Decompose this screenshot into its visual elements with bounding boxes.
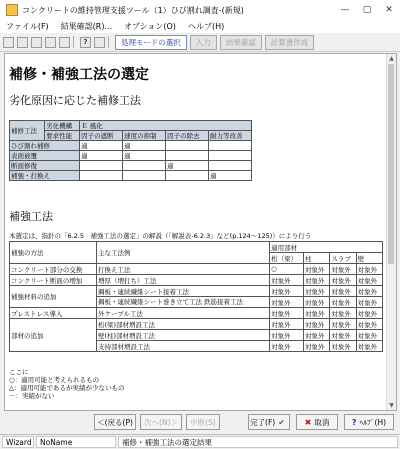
title-bar — [0, 0, 400, 21]
table-header: 柱 — [304, 253, 330, 264]
table-header: 因子の除去 — [166, 131, 209, 141]
table-cell: 対象外 — [330, 330, 356, 341]
table-header: 補強の方法 — [10, 242, 97, 264]
table-cell: 対象外 — [304, 308, 330, 319]
cancel-button[interactable] — [296, 414, 338, 430]
status-filename: NoName — [36, 436, 116, 448]
help-button[interactable] — [344, 414, 394, 430]
table-row — [10, 141, 252, 151]
table-cell: 対象外 — [330, 275, 356, 286]
legend-line: －：実績がない — [9, 392, 55, 400]
cancel-x-icon: ✖ — [304, 417, 312, 427]
table-row — [10, 308, 383, 319]
table-cell: 対象外 — [330, 319, 356, 330]
table-cell: 対象外 — [330, 286, 356, 297]
cancel-button-label: 取消 — [314, 417, 330, 427]
toolbar-separator — [108, 36, 109, 48]
table-cell: 適 — [80, 151, 123, 161]
table-cell: プレストレス導入 — [10, 308, 97, 319]
open-file-icon[interactable] — [17, 37, 28, 48]
legend — [9, 368, 125, 400]
window-title: コンクリートの維持管理支援ツール（1）ひび割れ調査-(新規) — [22, 5, 244, 15]
table-cell: 対象外 — [270, 341, 304, 352]
next-button[interactable]: 次へ(N)＞ — [140, 414, 182, 430]
table-header: Ｅ 風化 — [80, 121, 252, 131]
intro-text: 本選定は、指針の「6.2.5 補強工法の選定」の解説（「解説表-6.2.3」など(p.124～125)）により行う — [9, 232, 312, 240]
back-button[interactable]: ＜(戻る(P) — [94, 414, 136, 430]
legend-line: △：適用可能であるが実績が少ないもの — [9, 384, 125, 392]
table-cell: 鋼板・連続繊維シート接着工法 — [96, 286, 269, 297]
abort-button[interactable]: 中断(S) — [186, 414, 220, 430]
section-reinforcement-heading: 補強工法 — [9, 210, 53, 223]
table-header: 速度の抑制 — [123, 131, 166, 141]
repair-method-table — [9, 120, 252, 181]
table-cell: 対象外 — [270, 297, 304, 308]
table-header: 耐力等改善 — [209, 131, 252, 141]
table-row — [10, 275, 383, 286]
content-pane — [4, 53, 397, 411]
table-cell: 対象外 — [304, 330, 330, 341]
table-cell: 適 — [80, 141, 123, 151]
table-cell: 対象外 — [270, 275, 304, 286]
save-icon[interactable] — [31, 37, 42, 48]
table-cell — [123, 161, 166, 171]
table-cell: 対象外 — [356, 341, 382, 352]
table-header: 要求性能 — [45, 131, 80, 141]
table-cell: 適 — [209, 171, 252, 181]
new-file-icon[interactable] — [3, 37, 14, 48]
scroll-down-icon[interactable]: ▼ — [389, 402, 394, 409]
table-cell: 対象外 — [356, 264, 382, 275]
menu-help[interactable]: ヘルプ(H) — [187, 22, 225, 31]
table-cell: 増厚（増打ち）工法 — [96, 275, 269, 286]
table-row — [10, 151, 252, 161]
table-cell — [80, 161, 123, 171]
table-cell: 対象外 — [304, 341, 330, 352]
table-cell — [80, 171, 123, 181]
table-cell: 対象外 — [304, 286, 330, 297]
wizard-nav — [0, 410, 400, 434]
table-cell — [209, 141, 252, 151]
table-cell: 対象外 — [270, 330, 304, 341]
table-header: 因子の遮断 — [80, 131, 123, 141]
table-cell — [123, 171, 166, 181]
finish-button-label: 完了(F) — [250, 417, 276, 427]
table-cell: 壁(柱)部材増設工法 — [96, 330, 269, 341]
menu-result[interactable]: 結果確認(R)... — [60, 22, 113, 31]
table-cell: 適 — [123, 141, 166, 151]
table-row — [10, 286, 383, 297]
page-title: 補修・補強工法の選定 — [9, 67, 149, 83]
table-cell — [166, 171, 209, 181]
table-cell: 補強・打換え — [10, 171, 80, 181]
app-icon — [6, 4, 18, 16]
section-repair-heading: 劣化原因に応じた補修工法 — [9, 94, 141, 107]
close-button[interactable]: ✕ — [385, 5, 393, 15]
help-icon[interactable]: ? — [80, 37, 91, 48]
table-cell: 対象外 — [356, 319, 382, 330]
table-cell: 桁(梁)部材増設工法 — [96, 319, 269, 330]
table-cell: 対象外 — [270, 308, 304, 319]
table-row — [10, 319, 383, 330]
table-cell: 対象外 — [330, 308, 356, 319]
table-cell: 対象外 — [330, 264, 356, 275]
table-cell: 対象外 — [356, 330, 382, 341]
table-cell: 対象外 — [356, 286, 382, 297]
table-cell: 支持部材増設工法 — [96, 341, 269, 352]
table-cell: 対象外 — [270, 286, 304, 297]
toolbar — [0, 33, 400, 52]
table-header: 劣化機構 — [45, 121, 80, 131]
reinforcement-table — [9, 241, 383, 352]
table-cell — [209, 151, 252, 161]
mode-input-button[interactable]: 入力 — [190, 35, 217, 50]
table-cell: 対象外 — [330, 297, 356, 308]
table-header: 主な工法例 — [96, 242, 269, 264]
table-cell: 対象外 — [304, 319, 330, 330]
table-cell: 対象外 — [304, 264, 330, 275]
scroll-up-icon[interactable]: ▲ — [389, 55, 394, 62]
mode-select-button[interactable]: 処理モードの選択 — [115, 35, 187, 50]
table-row — [10, 264, 383, 275]
table-header: 補修工法 — [10, 121, 45, 141]
table-cell — [166, 151, 209, 161]
legend-line: ここに — [9, 368, 29, 376]
table-cell: 対象外 — [304, 275, 330, 286]
table-row — [10, 171, 252, 181]
table-cell: 表面被覆 — [10, 151, 80, 161]
table-cell: 対象外 — [356, 297, 382, 308]
table-cell — [166, 141, 209, 151]
table-header: 桁（梁） — [270, 253, 304, 264]
status-message: 補修・補強工法の選定結果 — [118, 436, 398, 448]
mode-report-button[interactable]: 計算書作成 — [265, 35, 315, 50]
table-cell: 適 — [166, 161, 209, 171]
table-cell: 補強材料の追加 — [10, 286, 97, 308]
table-cell: 断面修復 — [10, 161, 80, 171]
table-cell: 鋼板・連続繊維シート巻き立て工法 鉄筋接着工法 — [96, 297, 269, 308]
vertical-scrollbar[interactable] — [386, 54, 396, 410]
menu-options[interactable]: オプション(O) — [124, 22, 176, 31]
table-cell: 対象外 — [356, 308, 382, 319]
menu-bar — [0, 20, 400, 34]
table-row — [10, 161, 252, 171]
table-cell: 対象外 — [270, 319, 304, 330]
table-cell: 打換え工法 — [96, 264, 269, 275]
question-icon: ? — [351, 417, 357, 427]
status-bar — [0, 434, 400, 449]
scroll-thumb[interactable] — [388, 64, 394, 264]
table-cell: ひび割れ補修 — [10, 141, 80, 151]
help-button-label: ﾍﾙﾌﾟ(H) — [359, 417, 387, 427]
maximize-button[interactable]: ▢ — [362, 5, 372, 15]
table-cell: 適 — [123, 151, 166, 161]
table-header: スラブ — [330, 253, 356, 264]
table-cell: 対象外 — [330, 341, 356, 352]
table-cell: コンクリート部分の交換 — [10, 264, 97, 275]
table-header: 壁 — [356, 253, 382, 264]
table-cell: コンクリート断面の増加 — [10, 275, 97, 286]
legend-line: ○：適用可能と考えられるもの — [9, 376, 100, 384]
menu-file[interactable]: ファイル(F) — [6, 22, 49, 31]
minimize-button[interactable]: — — [340, 5, 350, 15]
table-cell: 部材の追加 — [10, 319, 97, 352]
table-cell: 外ケーブル工法 — [96, 308, 269, 319]
mode-result-button[interactable]: 結果確認 — [220, 35, 262, 50]
print-icon[interactable] — [59, 37, 70, 48]
toolbar-separator — [73, 36, 74, 48]
table-cell — [209, 161, 252, 171]
table-cell: 対象外 — [304, 297, 330, 308]
table-cell: ○ — [270, 264, 304, 275]
checkmark-icon: ✔ — [278, 417, 285, 427]
status-mode: Wizard — [2, 436, 34, 448]
info-icon[interactable] — [94, 37, 105, 48]
save-as-icon[interactable] — [45, 37, 56, 48]
table-header: 適用部材 — [270, 242, 383, 253]
table-cell: 対象外 — [356, 275, 382, 286]
finish-button[interactable] — [248, 414, 290, 430]
